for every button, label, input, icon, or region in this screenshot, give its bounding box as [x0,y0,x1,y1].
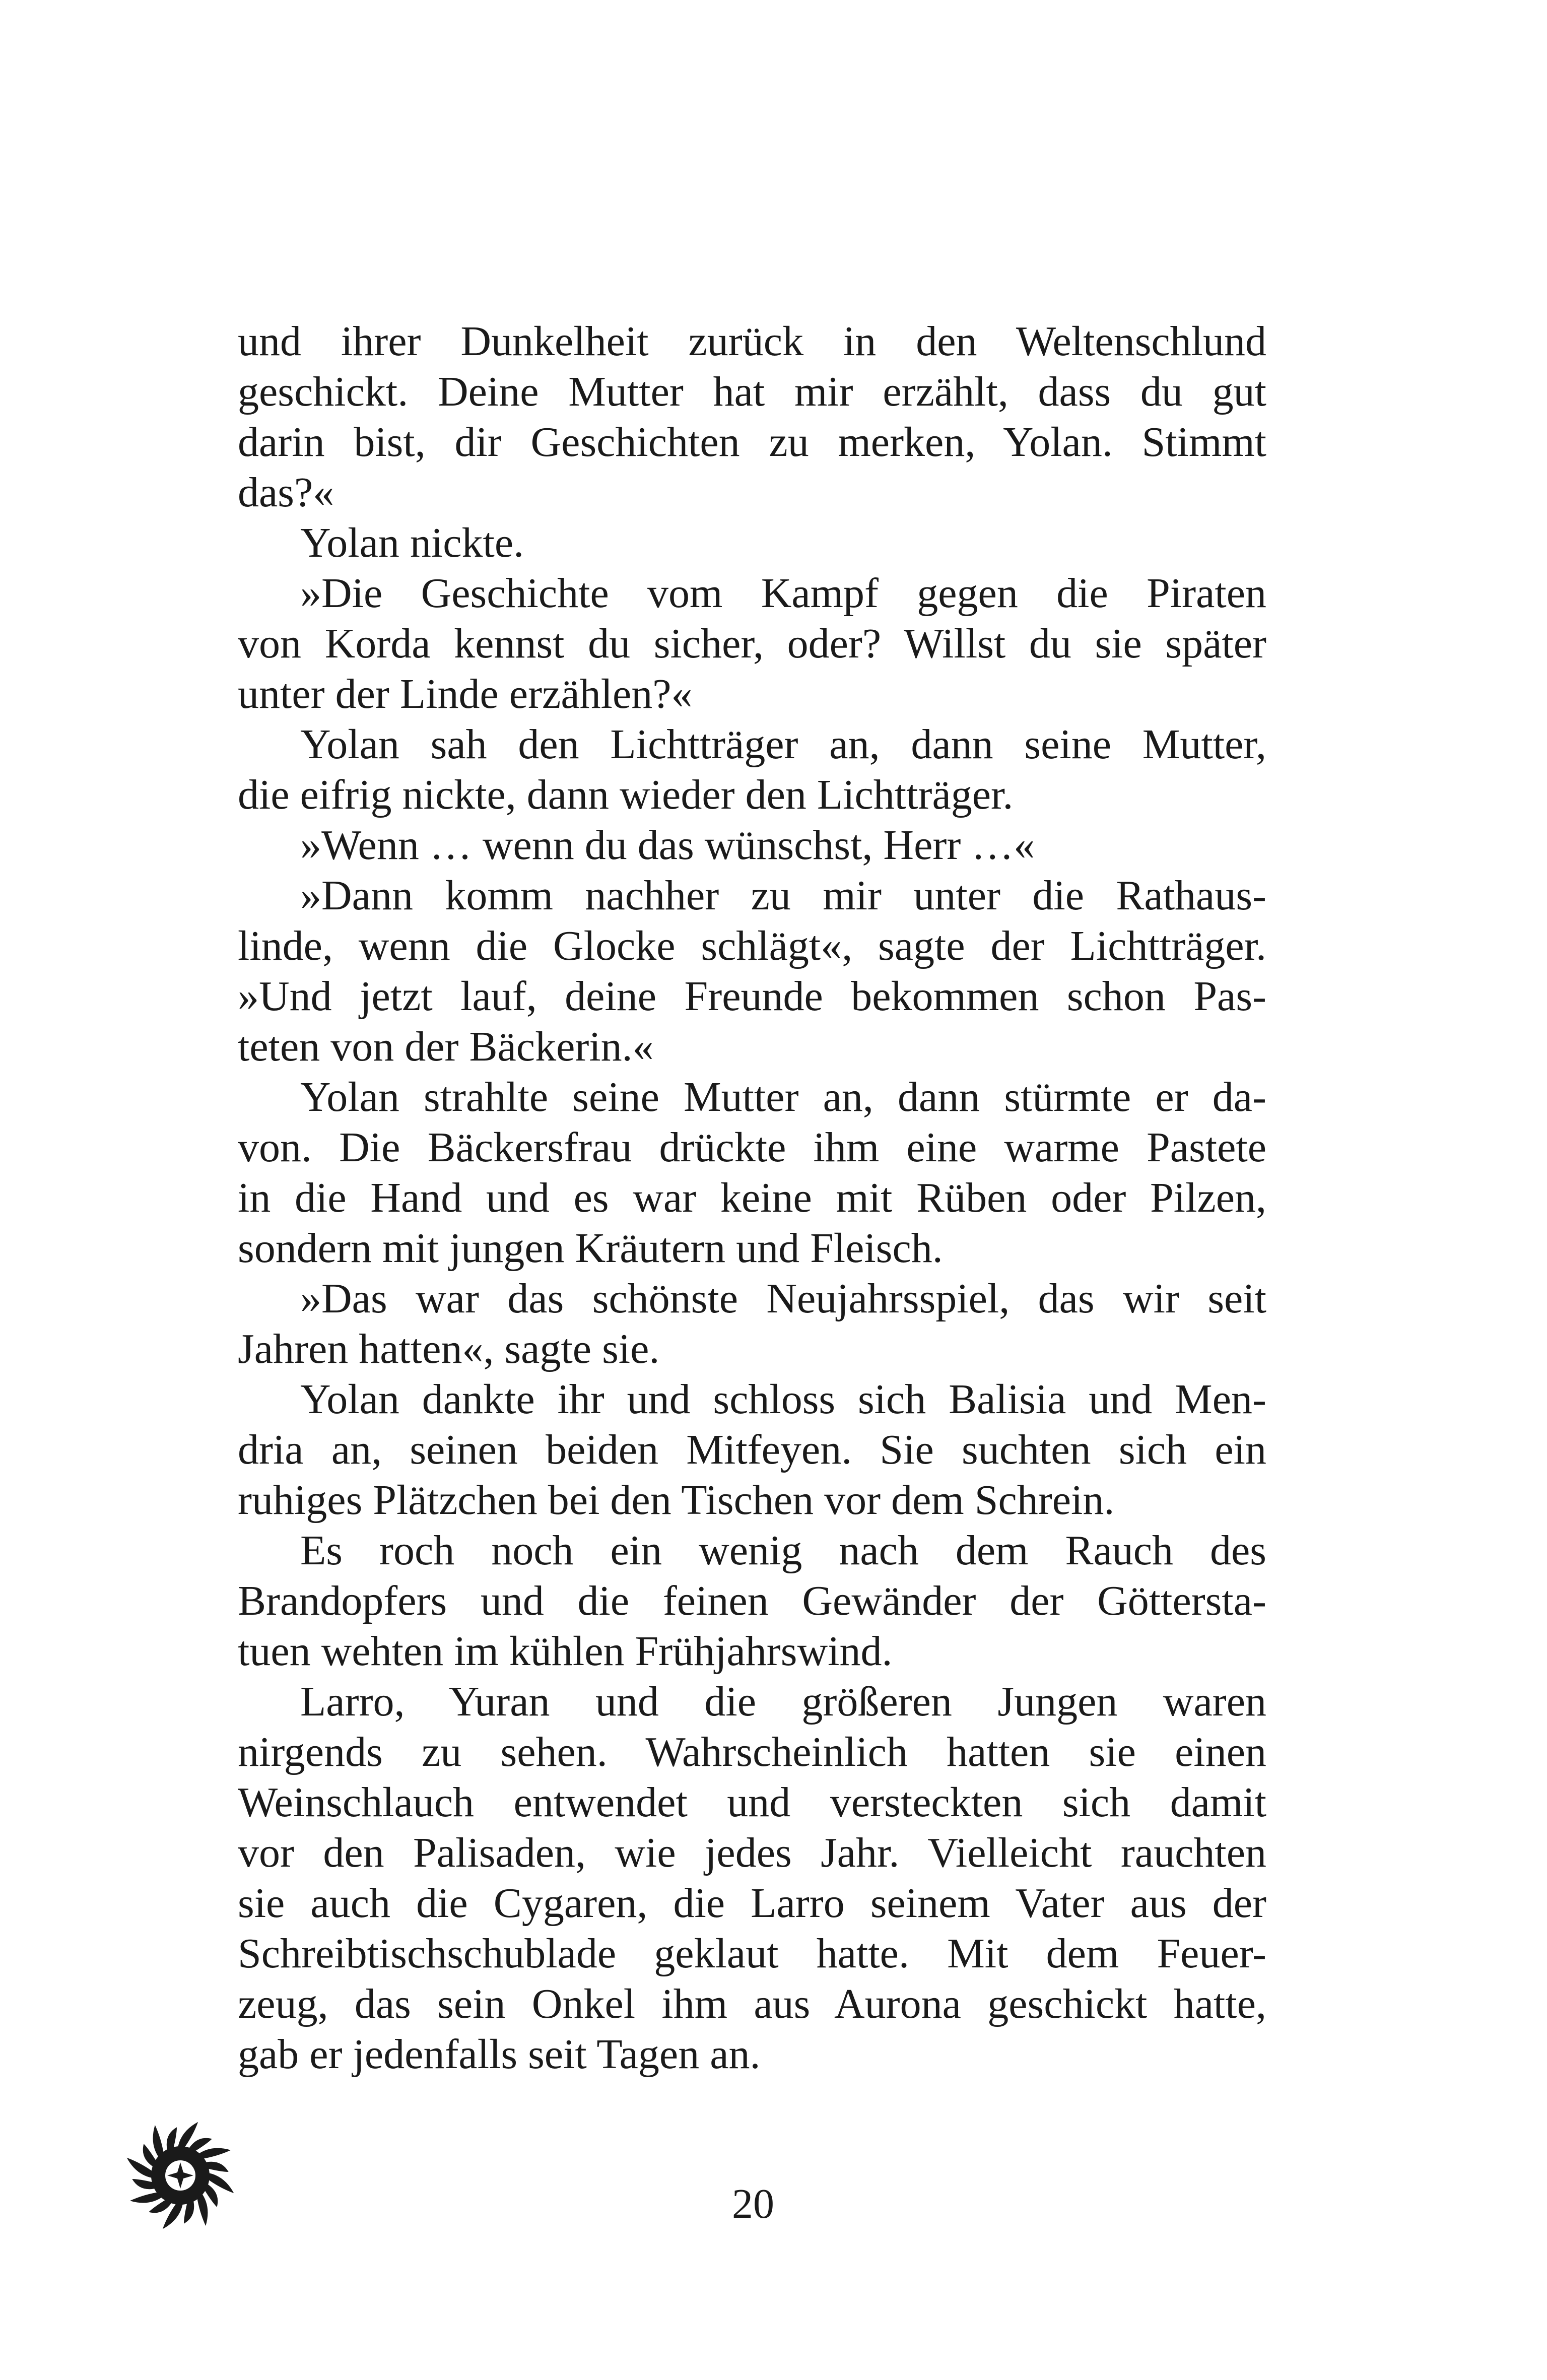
text-line: von Korda kennst du sicher, oder? Willst du sie später [238,620,1266,667]
text-line: in die Hand und es war keine mit Rüben oder Pilzen, [238,1174,1266,1221]
text-line: nirgends zu sehen. Wahrscheinlich hatten sie einen [238,1729,1266,1775]
text-line: und ihrer Dunkelheit zurück in den Weltenschlund [238,318,1266,365]
text-line: von. Die Bäckersfrau drückte ihm eine warme Pastete [238,1124,1266,1171]
sun-star-icon [120,2115,241,2236]
text-line: teten von der Bäckerin.« [238,1023,654,1070]
body-text [238,316,1266,2080]
paragraph-start-line: Es roch noch ein wenig nach dem Rauch des [300,1527,1266,1574]
paragraph-start-line: Yolan dankte ihr und schloss sich Balisia und Men- [300,1376,1266,1423]
paragraph-start-line: »Dann komm nachher zu mir unter die Rathaus- [300,872,1266,919]
paragraph-start-line: Larro, Yuran und die größeren Jungen waren [300,1678,1266,1725]
text-line: Weinschlauch entwendet und versteckten sich damit [238,1779,1266,1826]
text-line: zeug, das sein Onkel ihm aus Aurona geschickt hatte, [238,1980,1266,2027]
paragraph-start-line: Yolan sah den Lichtträger an, dann seine Mutter, [300,721,1266,768]
text-line: das?« [238,469,334,516]
text-line: ruhiges Plätzchen bei den Tischen vor dem Schrein. [238,1477,1115,1524]
text-line: dria an, seinen beiden Mitfeyen. Sie suchten sich ein [238,1426,1266,1473]
text-line: Jahren hatten«, sagte sie. [238,1326,660,1372]
paragraph-start-line: Yolan nickte. [300,519,524,566]
text-line: sondern mit jungen Kräutern und Fleisch. [238,1225,943,1272]
text-line: die eifrig nickte, dann wieder den Lichtträger. [238,771,1014,818]
paragraph-start-line: »Das war das schönste Neujahrsspiel, das wir seit [300,1275,1266,1322]
text-line: Schreibtischschublade geklaut hatte. Mit dem Feuer- [238,1930,1266,1977]
text-line: vor den Palisaden, wie jedes Jahr. Vielleicht rauchten [238,1829,1266,1876]
page-number: 20 [732,2180,774,2227]
paragraph-start-line: »Wenn … wenn du das wünschst, Herr …« [300,822,1035,869]
text-line: geschickt. Deine Mutter hat mir erzählt, dass du gut [238,368,1266,415]
text-line: »Und jetzt lauf, deine Freunde bekommen schon Pas- [238,973,1266,1020]
text-line: gab er jedenfalls seit Tagen an. [238,2031,761,2078]
paragraph-start-line: »Die Geschichte vom Kampf gegen die Piraten [300,570,1266,617]
paragraph-start-line: Yolan strahlte seine Mutter an, dann stürmte er da- [300,1074,1266,1120]
text-line: tuen wehten im kühlen Frühjahrswind. [238,1628,893,1675]
text-line: sie auch die Cygaren, die Larro seinem Vater aus der [238,1880,1266,1927]
text-line: linde, wenn die Glocke schlägt«, sagte der Lichtträger. [238,922,1266,969]
text-line: unter der Linde erzählen?« [238,671,693,717]
text-line: darin bist, dir Geschichten zu merken, Yolan. Stimmt [238,419,1266,466]
text-line: Brandopfers und die feinen Gewänder der Göttersta- [238,1577,1266,1624]
